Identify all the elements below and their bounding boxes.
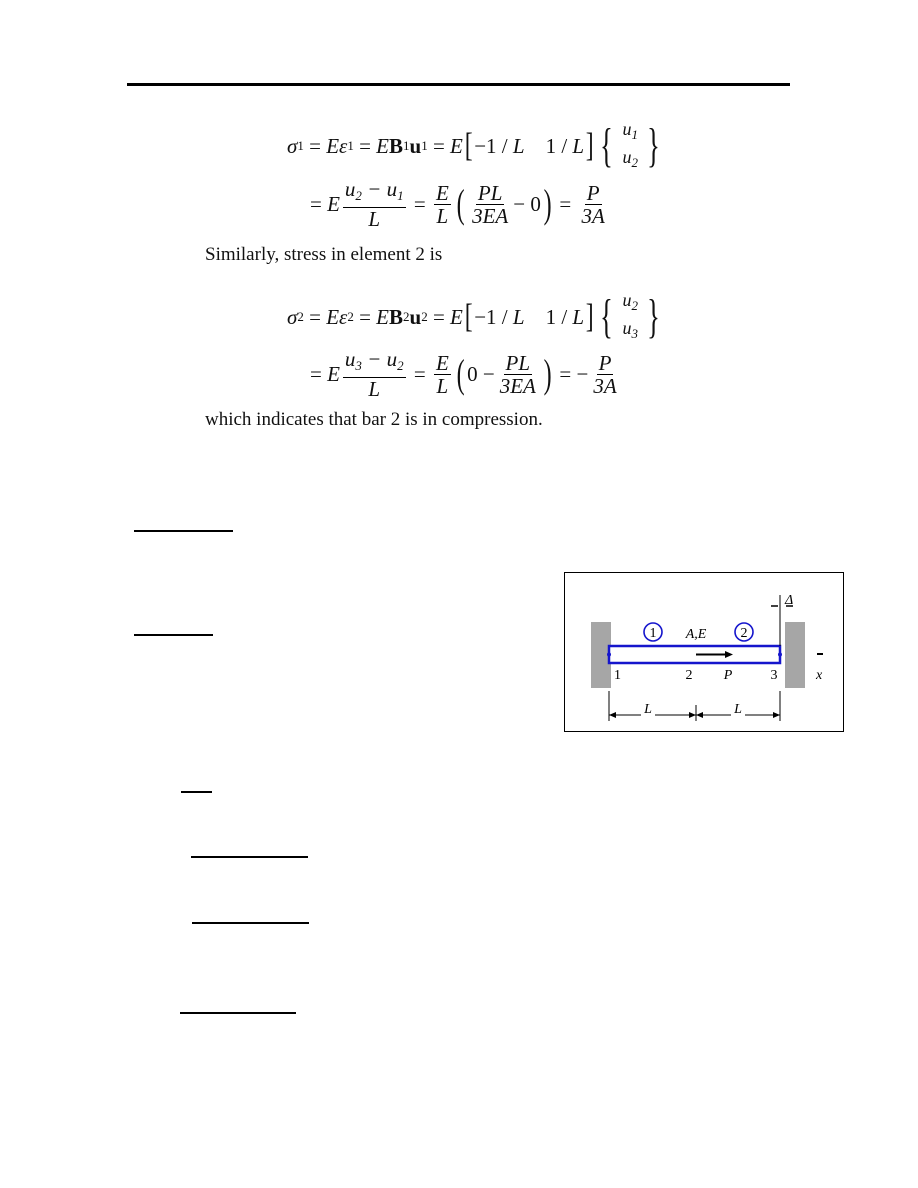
similarly-text: Similarly, stress in element 2 is [205,244,443,265]
bar [609,646,780,663]
right-wall [785,622,805,688]
heading-underline-6 [180,1012,296,1014]
length-1-label: L [644,702,652,717]
sigma1-result-num: P [586,180,600,205]
heading-underline-1 [134,530,233,532]
equation-sigma1-line1: σ 1 = E ε 1 = E B 1 u 1 = E [ −1 / L 1 / L ] { $u_1$ $u_2$ } [287,119,660,172]
header-rule [127,83,790,86]
gap-label: Δ [785,593,794,608]
sigma2-result-den: 3A [593,373,617,398]
element-1-label: 1 [649,626,657,641]
heading-underline-2 [134,634,213,636]
node-3-dot [778,653,782,657]
node-1-dot [607,653,611,657]
equation-sigma1-line2: = E $\frac{u_2 - u_1}{L}$ = $\frac{E}{L}$ ( $\frac{PL}{3EA}$ − 0 ) = $\frac{P}{3A}$ [310,177,605,231]
bar-figure [564,572,844,732]
sigma2-inner-den: 3EA [499,373,536,398]
sigma2-zero-minus: 0 − [467,361,495,386]
node-2-label: 2 [685,668,693,683]
equation-sigma2-line1: σ 2 = E ε 2 = E B 2 u 2 = E [ −1 / L 1 / L ] { $u_2$ $u_3$ } [287,290,660,343]
dim-arrow-3 [696,712,703,718]
dim-arrow-2 [689,712,696,718]
node-3-label: 3 [770,668,778,683]
heading-underline-4 [191,856,308,858]
length-2-label: L [734,702,742,717]
sigma2-result-sign: − [576,361,589,386]
sigma1-inner-den: 3EA [472,203,509,228]
node-1-label: 1 [614,668,621,683]
x-axis-label: x [816,668,823,683]
sigma2-inner-num: PL [505,350,531,375]
sigma1-result-den: 3A [581,203,605,228]
bar-diagram [565,573,843,731]
equation-sigma2-line2: = E $\frac{u_3 - u_2}{L}$ = $\frac{E}{L}$ ( 0 − $\frac{PL}{3EA}$ ) = − $\frac{P}{3A}$ [310,347,617,401]
sigma1-minus-zero: − 0 [513,191,541,216]
material-label: A,E [685,627,707,642]
heading-underline-3 [181,791,212,793]
sigma1-inner-num: PL [477,180,503,205]
sigma2-result-num: P [598,350,612,375]
dim-arrow-1 [609,712,616,718]
load-label: P [723,668,733,683]
compression-text: which indicates that bar 2 is in compression. [205,409,543,430]
heading-underline-5 [192,922,309,924]
dim-arrow-4 [773,712,780,718]
element-2-label: 2 [740,626,748,641]
